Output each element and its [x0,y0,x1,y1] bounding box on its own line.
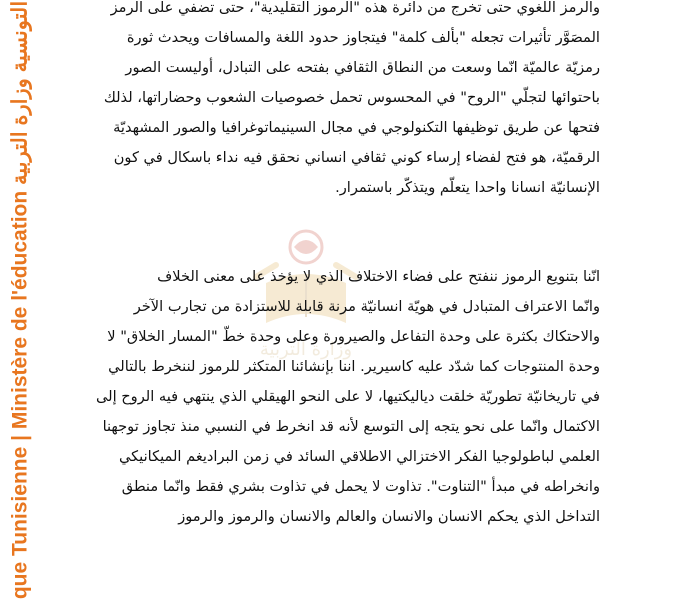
text-line: رمزيّة عالميّة انّما وسعت من النطاق الثقافي بفتحه على التبادل، أوليست الصور [125,59,600,76]
text-line: والرمز اللغوي حتى تخرج من دائرة هذه "الرموز التقليدية"، حتى تضفي على الرمز [110,0,600,16]
ministry-banner-text: que Tunisienne | Ministère de l'éducation التونسية وزارة التربية [8,0,32,600]
text-line: التداخل الذي يحكم الانسان والانسان والعالم والانسان والرموز والرموز [178,508,600,525]
text-line: فتحها عن طريق توظيفها التكنولوجي في مجال السينيماتوغرافيا والصور المشهديّة [113,119,600,136]
text-line: باحتوائها لتجلّي "الروح" في المحسوس تحمل خصوصيات الشعوب وحضاراتها، لذلك [103,89,600,106]
paragraph-2 [60,262,600,532]
text-line: وانّما الاعتراف المتبادل في هويّة انسانيّة مرنة قابلة للاستزادة من تجارب الآخر [133,298,600,315]
text-line: العلمي لباطولوجيا الفكر الاختزالي الاطلاقي السائد في زمن البراديغم الميكانيكي [118,448,600,465]
text-line: وحدة المنتوجات كما شدّد عليه كاسيرير. اننا بإنشائنا المتكثر للرموز لننخرط بالتالي [108,358,600,375]
text-line: الإنسانيّة انسانا واحدا يتعلّم ويتذكّر باستمرار. [335,179,600,196]
document-page [60,0,600,600]
text-line: وانخراطه في مبدأ "التناوت". تذاوت لا يحمل في تذاوت بشري فقط وانّما منطق [121,478,600,495]
text-line: انّنا بتنويع الرموز ننفتح على فضاء الاختلاف الذي لا يؤخذ على معنى الخلاف [157,268,600,285]
text-line: الاكتمال وانّما على نحو يتجه إلى التوسع لأنه قد انخرط في النسبي منذ تجاوز توجهنا [102,418,600,435]
paragraph-1 [60,0,600,203]
text-line: المصَوَّر تأثيرات تجعله "بألف كلمة" فيتجاوز حدود اللغة والمسافات ويحدث ثورة [126,29,600,46]
svg-text:وزارة التربية: وزارة التربية [259,339,353,360]
text-line: في تاريخانيّة تطوريّة خلقت دياليكتيها، لا على النحو الهيقلي الذي ينتهي فيه الروح إلى [95,388,600,405]
text-line: والاحتكاك بكثرة على وحدة التفاعل والصيرورة وعلى وحدة خطّ "المسار الخلاق" لا [107,328,600,345]
side-banner [0,0,40,600]
text-line: الرقميّة، هو فتح لفضاء إرساء كوني ثقافي انساني نحقق فيه نداء باسكال في كون [113,149,600,166]
